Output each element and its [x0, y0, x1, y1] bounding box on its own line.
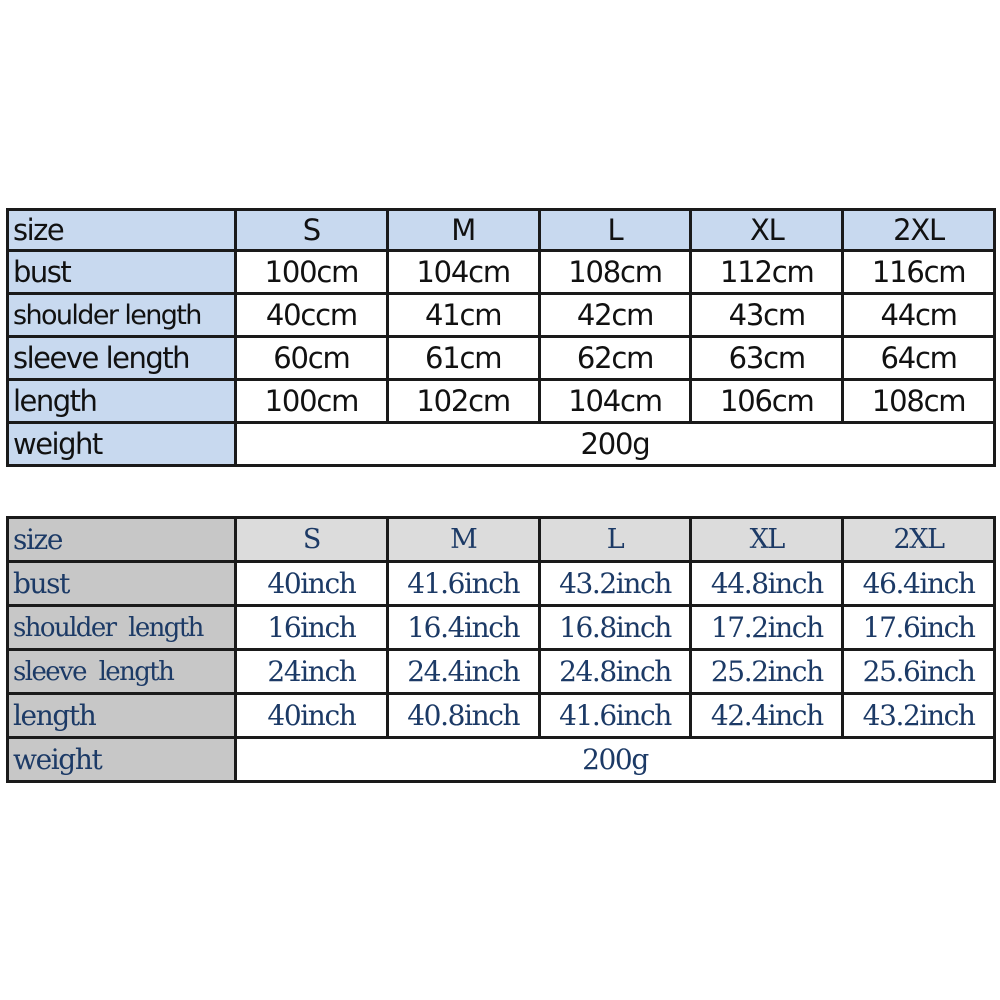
- cell-value: 24.8inch: [539, 650, 691, 694]
- cell-value: 44.8inch: [691, 562, 843, 606]
- cell-value: 108cm: [539, 251, 691, 294]
- cell-value: 63cm: [691, 337, 843, 380]
- cell-value: 41cm: [387, 294, 539, 337]
- row-label-shoulder-length: shoulder length: [8, 606, 236, 650]
- cell-value: 62cm: [539, 337, 691, 380]
- size-header-xl: XL: [691, 518, 843, 562]
- cell-value: 104cm: [387, 251, 539, 294]
- size-header-l: L: [539, 518, 691, 562]
- row-label-length: length: [8, 380, 236, 423]
- cell-value: 24.4inch: [387, 650, 539, 694]
- row-label-length: length: [8, 694, 236, 738]
- table-row-bust: [8, 562, 995, 606]
- row-label-weight: weight: [8, 738, 236, 782]
- cell-value: 24inch: [236, 650, 388, 694]
- size-header-m: M: [387, 518, 539, 562]
- row-label-bust: bust: [8, 251, 236, 294]
- size-header-s: S: [236, 518, 388, 562]
- cell-value: 102cm: [387, 380, 539, 423]
- table-row-shoulder-length: [8, 606, 995, 650]
- header-row: [8, 518, 995, 562]
- table-row-length: [8, 694, 995, 738]
- table-row-length: [8, 380, 995, 423]
- row-label-bust: bust: [8, 562, 236, 606]
- cell-value: 17.6inch: [843, 606, 995, 650]
- row-label-weight: weight: [8, 423, 236, 466]
- cell-value: 112cm: [691, 251, 843, 294]
- table-row-sleeve-length: [8, 337, 995, 380]
- size-chart-inch-table: [6, 516, 996, 783]
- cell-value: 40ccm: [236, 294, 388, 337]
- size-chart-cm-table: [6, 208, 996, 467]
- cell-value: 25.6inch: [843, 650, 995, 694]
- cell-value: 41.6inch: [539, 694, 691, 738]
- cell-value: 43.2inch: [539, 562, 691, 606]
- cell-value: 40.8inch: [387, 694, 539, 738]
- cell-value: 16.8inch: [539, 606, 691, 650]
- cell-value: 106cm: [691, 380, 843, 423]
- cell-value: 64cm: [843, 337, 995, 380]
- header-row: [8, 210, 995, 251]
- table-row-sleeve-length: [8, 650, 995, 694]
- cell-value: 16.4inch: [387, 606, 539, 650]
- cell-value: 43.2inch: [843, 694, 995, 738]
- table-row-bust: [8, 251, 995, 294]
- row-label-sleeve-length: sleeve length: [8, 650, 236, 694]
- cell-value: 100cm: [236, 251, 388, 294]
- table-row-weight: [8, 738, 995, 782]
- size-header-l: L: [539, 210, 691, 251]
- cell-value: 16inch: [236, 606, 388, 650]
- weight-value: 200g: [236, 423, 995, 466]
- cell-value: 17.2inch: [691, 606, 843, 650]
- table-row-shoulder-length: [8, 294, 995, 337]
- size-header-xl: XL: [691, 210, 843, 251]
- cell-value: 100cm: [236, 380, 388, 423]
- cell-value: 116cm: [843, 251, 995, 294]
- size-header-label: size: [8, 518, 236, 562]
- size-header-m: M: [387, 210, 539, 251]
- cell-value: 46.4inch: [843, 562, 995, 606]
- row-label-sleeve-length: sleeve length: [8, 337, 236, 380]
- weight-value: 200g: [236, 738, 995, 782]
- size-header-label: size: [8, 210, 236, 251]
- cell-value: 25.2inch: [691, 650, 843, 694]
- cell-value: 44cm: [843, 294, 995, 337]
- table-row-weight: [8, 423, 995, 466]
- cell-value: 108cm: [843, 380, 995, 423]
- cell-value: 40inch: [236, 562, 388, 606]
- size-header-s: S: [236, 210, 388, 251]
- size-header-2xl: 2XL: [843, 210, 995, 251]
- cell-value: 42.4inch: [691, 694, 843, 738]
- cell-value: 43cm: [691, 294, 843, 337]
- cell-value: 104cm: [539, 380, 691, 423]
- cell-value: 42cm: [539, 294, 691, 337]
- cell-value: 60cm: [236, 337, 388, 380]
- size-header-2xl: 2XL: [843, 518, 995, 562]
- cell-value: 40inch: [236, 694, 388, 738]
- cell-value: 41.6inch: [387, 562, 539, 606]
- row-label-shoulder-length: shoulder length: [8, 294, 236, 337]
- cell-value: 61cm: [387, 337, 539, 380]
